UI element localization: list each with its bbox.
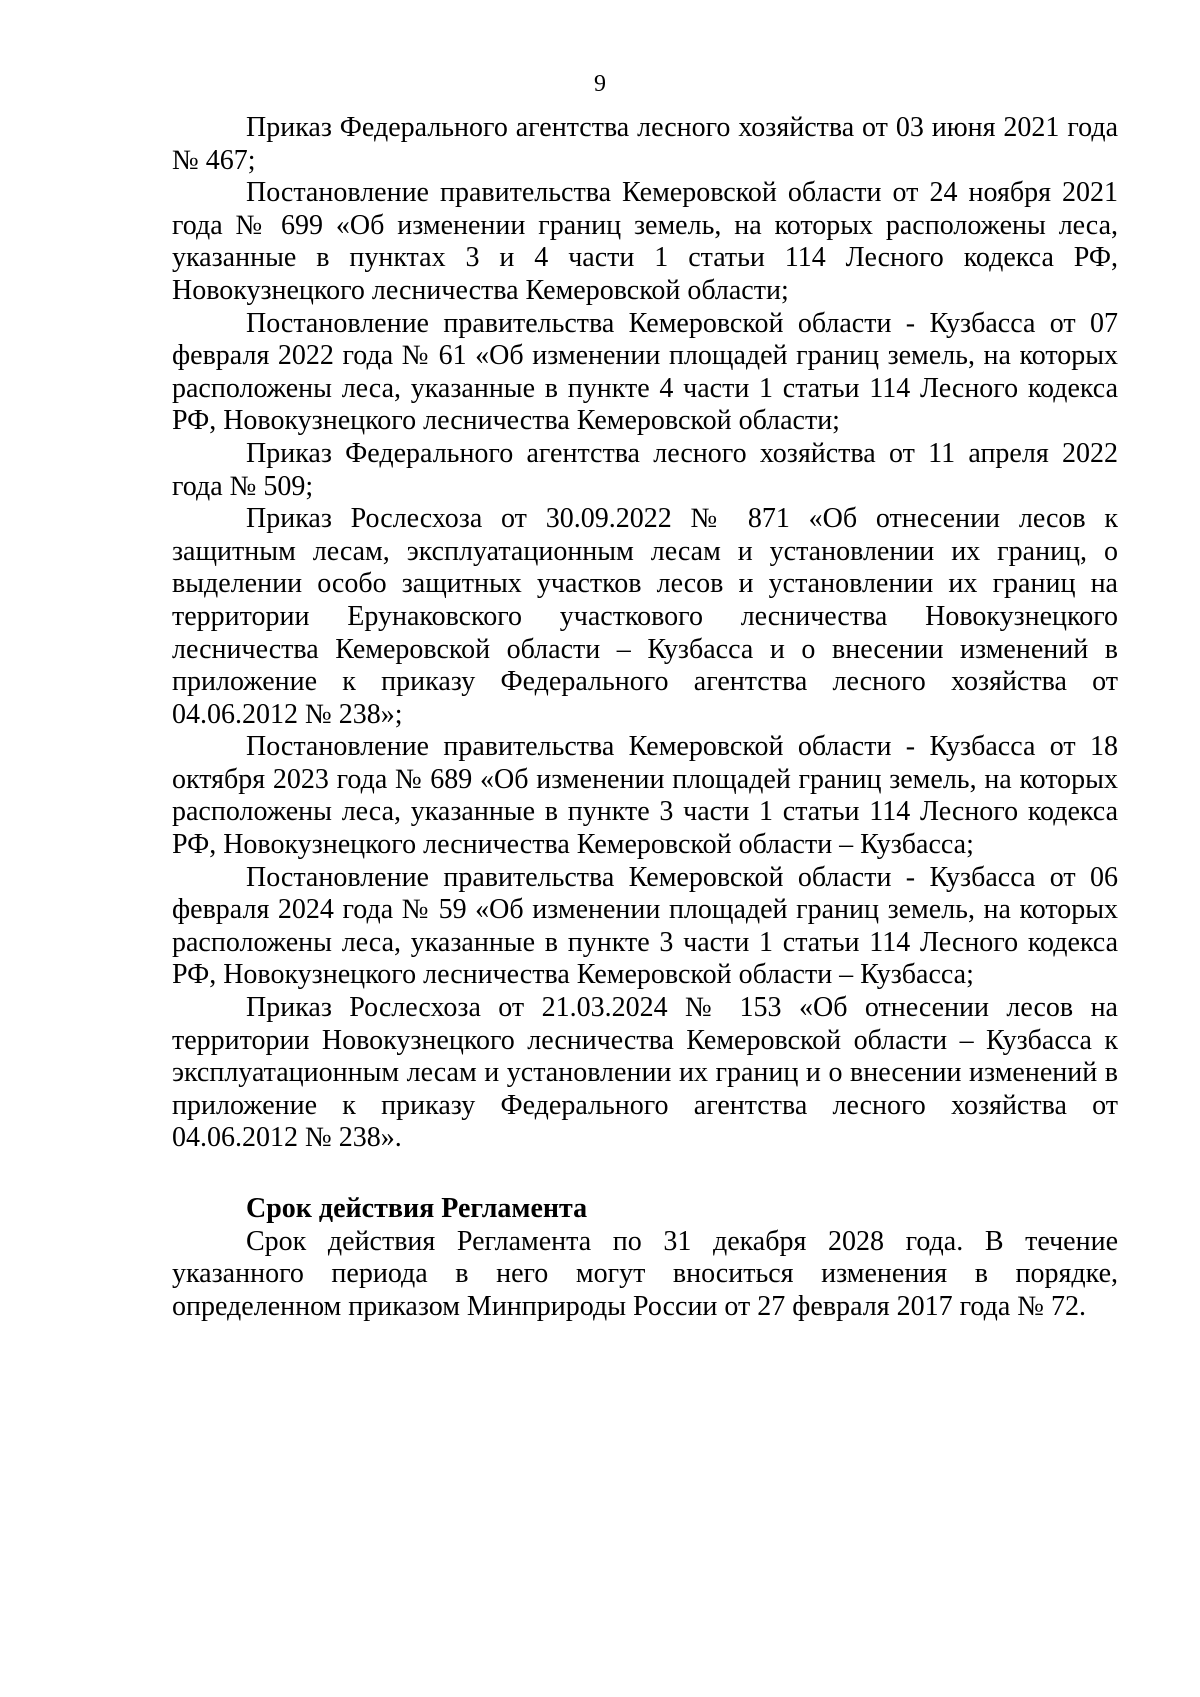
paragraph-order-509: Приказ Федерального агентства лесного хозяйства от 11 апреля 2022 года № 509; xyxy=(172,437,1118,502)
paragraph-resolution-699: Постановление правительства Кемеровской области от 24 ноября 2021 года № 699 «Об изменении границ земель, на которых расположены леса, указанные в пунктах 3 и 4 части 1 статьи 114 Лесного кодекса РФ, Новокузнецкого лесничества Кемеровской области; xyxy=(172,177,1118,306)
paragraph-resolution-59: Постановление правительства Кемеровской области - Кузбасса от 06 февраля 2024 года № 59 «Об изменении площадей границ земель, на которых расположены леса, указанные в пункте 3 части 1 статьи 114 Лесного кодекса РФ, Новокузнецкого лесничества Кемеровской области – Кузбасса; xyxy=(172,861,1118,991)
section-body: Срок действия Регламента по 31 декабря 2028 года. В течение указанного периода в него могут вноситься изменения в порядке, определенном приказом Минприроды России от 27 февраля 2017 года № 72. xyxy=(172,1225,1118,1322)
paragraph-resolution-689: Постановление правительства Кемеровской области - Кузбасса от 18 октября 2023 года № 689 «Об изменении площадей границ земель, на которых расположены леса, указанные в пункте 3 части 1 статьи 114 Лесного кодекса РФ, Новокузнецкого лесничества Кемеровской области – Кузбасса; xyxy=(172,731,1118,861)
paragraph-order-871: Приказ Рослесхоза от 30.09.2022 № 871 «Об отнесении лесов к защитным лесам, эксплуатационным лесам и установлении их границ, о выделении особо защитных участков лесов и установлении их границ на территории Ерунаковского участкового лесничества Новокузнецкого лесничества Кемеровской области – Кузбасса и о внесении изменений в приложение к приказу Федерального агентства лесного хозяйства от 04.06.2012 № 238»; xyxy=(172,503,1118,730)
document-body xyxy=(172,112,1118,1323)
paragraph-resolution-61: Постановление правительства Кемеровской области - Кузбасса от 07 февраля 2022 года № 61 «Об изменении площадей границ земель, на которых расположены леса, указанные в пункте 4 части 1 статьи 114 Лесного кодекса РФ, Новокузнецкого лесничества Кемеровской области; xyxy=(172,307,1118,437)
paragraph-order-467: Приказ Федерального агентства лесного хозяйства от 03 июня 2021 года № 467; xyxy=(172,112,1118,176)
page-number: 9 xyxy=(594,71,606,97)
paragraph-order-153: Приказ Рослесхоза от 21.03.2024 № 153 «Об отнесении лесов на территории Новокузнецкого лесничества Кемеровской области – Кузбасса к эксплуатационным лесам и установлении их границ и о внесении изменений в приложение к приказу Федерального агентства лесного хозяйства от 04.06.2012 № 238». xyxy=(172,992,1118,1154)
section-heading: Срок действия Регламента xyxy=(246,1193,588,1224)
